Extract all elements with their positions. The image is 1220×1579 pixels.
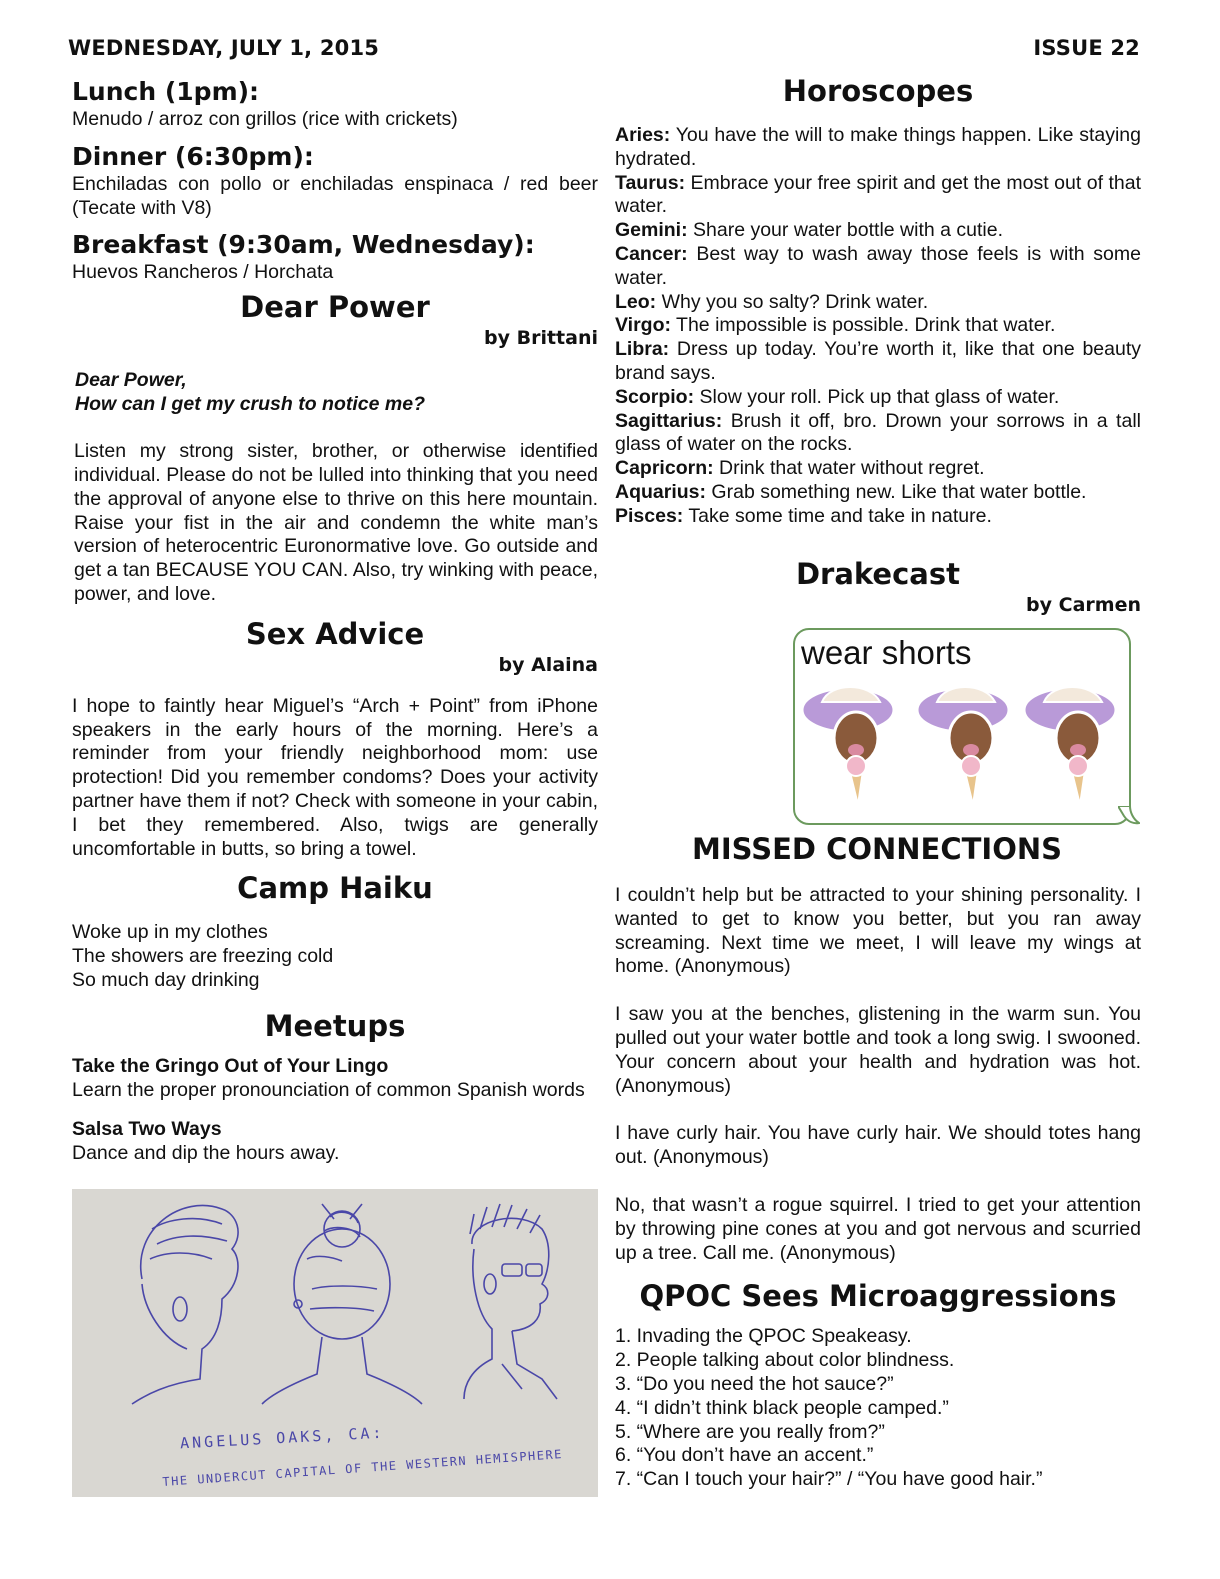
lunch-title: Lunch (1pm):	[72, 77, 260, 106]
horoscope-item	[615, 219, 1141, 243]
breakfast-title: Breakfast (9:30am, Wednesday):	[72, 230, 535, 260]
missed-connection-item: I have curly hair. You have curly hair. We should totes hang out. (Anonymous)	[615, 1122, 1141, 1169]
horoscope-item	[615, 386, 1141, 410]
meetup-desc: Learn the proper pronounciation of common Spanish words	[72, 1078, 585, 1101]
sex-advice-text: I hope to faintly hear Miguel’s “Arch + Point” from iPhone speakers in the early hours of the morning. Here’s a reminder from your friendly neighborhood mom: use protection! Did you remember condoms? Does your activity partner have them if not? Check with someone in your cabin, I bet they remembered. Also, twigs are generally uncomfortable in butts, so bring a towel.	[72, 694, 598, 860]
sex-advice-title: Sex Advice	[245, 616, 425, 651]
sign-label: Cancer:	[615, 242, 688, 265]
horoscope-item	[615, 291, 1141, 315]
sex-advice-section	[72, 615, 598, 862]
right-column-lower	[615, 830, 1141, 1492]
drakecast-title: Drakecast	[795, 556, 960, 591]
missed-connections-title: MISSED CONNECTIONS	[691, 832, 1063, 866]
breakfast-text: Huevos Rancheros / Horchata	[72, 261, 334, 284]
qpoc-item: 4. “I didn’t think black people camped.”	[615, 1396, 949, 1419]
meetup-name: Take the Gringo Out of Your Lingo	[72, 1054, 389, 1077]
qpoc-section	[615, 1277, 1141, 1492]
letter-question: How can I get my crush to notice me?	[75, 393, 425, 416]
horoscopes-section	[615, 72, 1141, 529]
drake-sunhat-icon	[915, 680, 1015, 815]
dinner-text: Enchiladas con pollo or enchiladas enspinaca / red beer (Tecate with V8)	[72, 172, 598, 219]
sign-text: You have the will to make things happen. Like staying hydrated.	[615, 124, 1141, 170]
sign-label: Virgo:	[615, 314, 671, 337]
haiku-line: The showers are freezing cold	[72, 945, 334, 968]
drakecast-section	[615, 555, 1141, 617]
sign-text: Share your water bottle with a cutie.	[687, 219, 1004, 242]
horoscope-item	[615, 457, 1141, 481]
dinner-title: Dinner (6:30pm):	[72, 141, 314, 171]
drake-sunhat-icon	[1022, 680, 1122, 815]
qpoc-item: 7. “Can I touch your hair?” / “You have good hair.”	[615, 1468, 1043, 1491]
sign-label: Gemini:	[615, 219, 688, 242]
horoscope-item	[615, 172, 1141, 220]
horoscope-item	[615, 410, 1141, 458]
dear-power-section	[72, 288, 598, 607]
sign-label: Leo:	[615, 290, 657, 313]
qpoc-item: 3. “Do you need the hot sauce?”	[615, 1372, 894, 1395]
horoscope-list	[615, 124, 1141, 529]
sign-label: Aries:	[615, 124, 671, 146]
sign-text: Why you so salty? Drink water.	[656, 290, 929, 313]
meetups-section	[72, 1007, 598, 1166]
dear-power-byline: by Brittani	[484, 327, 598, 350]
sign-label: Capricorn:	[615, 457, 714, 480]
qpoc-item: 5. “Where are you really from?”	[615, 1420, 885, 1443]
haiku-line: Woke up in my clothes	[72, 921, 268, 944]
sign-label: Libra:	[615, 338, 670, 361]
sign-text: Take some time and take in nature.	[683, 504, 992, 527]
horoscope-item	[615, 243, 1141, 291]
sex-advice-byline: by Alaina	[498, 653, 598, 676]
horoscope-item	[615, 338, 1141, 386]
sign-text: Embrace your free spirit and get the most out of that water.	[615, 171, 1141, 218]
sign-text: Drink that water without regret.	[713, 457, 985, 480]
missed-connection-item: No, that wasn’t a rogue squirrel. I tried to get your attention by throwing pine cones at you and got nervous and scurried up a tree. Call me. (Anonymous)	[615, 1193, 1141, 1264]
horoscopes-title: Horoscopes	[782, 74, 974, 108]
sign-text: Grab something new. Like that water bottle.	[706, 480, 1087, 503]
sign-text: Brush it off, bro. Drown your sorrows in a tall glass of water on the rocks.	[615, 409, 1141, 456]
haiku-line: So much day drinking	[72, 968, 260, 991]
missed-connections-section	[615, 830, 1141, 1265]
dear-power-title: Dear Power	[240, 290, 430, 325]
dear-power-answer: Listen my strong sister, brother, or otherwise identified individual. Please do not be lulled into thinking that you need the approval of anyone else to thrive on this here mountain. Raise your fist in the air and condemn the white man’s version of heterocentric Euronormative love. Go outside and get a tan BECAUSE YOU CAN. Also, try winking with peace, power, and love.	[74, 440, 598, 605]
meetups-title: Meetups	[264, 1008, 406, 1043]
sketch-caption-line2: THE UNDERCUT CAPITAL OF THE WESTERN HEMISPHERE	[162, 1447, 564, 1489]
sign-label: Aquarius:	[615, 480, 707, 503]
right-column	[615, 72, 1141, 617]
qpoc-item: 2. People talking about color blindness.	[615, 1349, 955, 1372]
horoscope-item	[615, 481, 1141, 505]
sign-text: Best way to wash away those feels is with some water.	[615, 242, 1141, 289]
qpoc-title: QPOC Sees Microaggressions	[639, 1279, 1117, 1314]
horoscope-item	[615, 505, 1141, 529]
bubble-text: wear shorts	[801, 634, 972, 671]
sign-label: Taurus:	[615, 171, 686, 194]
meetup-desc: Dance and dip the hours away.	[72, 1142, 340, 1165]
horoscope-item	[615, 314, 1141, 338]
meetup-name: Salsa Two Ways	[72, 1118, 222, 1141]
qpoc-item: 1. Invading the QPOC Speakeasy.	[615, 1325, 912, 1348]
drakecast-byline: by Carmen	[1026, 593, 1141, 616]
issue-number: ISSUE 22	[1033, 36, 1140, 60]
undercut-sketch-image	[72, 1189, 598, 1497]
lunch-text: Menudo / arroz con grillos (rice with crickets)	[72, 108, 458, 130]
issue-date: WEDNESDAY, JULY 1, 2015	[68, 36, 380, 60]
sign-label: Pisces:	[615, 504, 684, 527]
haiku-title: Camp Haiku	[237, 871, 433, 906]
missed-connection-item: I couldn’t help but be attracted to your shining personality. I wanted to get to know you better, but you ran away screaming. Next time we meet, I will leave my wings at home. (Anonymous)	[615, 884, 1141, 978]
sketch-caption-line1: ANGELUS OAKS, CA:	[179, 1423, 385, 1453]
sign-text: Slow your roll. Pick up that glass of water.	[694, 385, 1060, 408]
meals-section	[72, 76, 598, 285]
missed-connection-item: I saw you at the benches, glistening in the warm sun. You pulled out your water bottle and took a long swig. I swooned. Your concern about your health and hydration was hot. (Anonymous)	[615, 1003, 1141, 1097]
letter-salutation: Dear Power,	[75, 369, 187, 392]
drake-sunhat-icon	[800, 680, 900, 815]
sign-text: The impossible is possible. Drink that water.	[670, 314, 1056, 337]
sign-label: Scorpio:	[615, 385, 695, 408]
horoscope-item	[615, 124, 1141, 172]
qpoc-item: 6. “You don’t have an accent.”	[615, 1444, 874, 1467]
sign-text: Dress up today. You’re worth it, like that one beauty brand says.	[615, 338, 1141, 384]
haiku-section	[72, 869, 598, 992]
sign-label: Sagittarius:	[615, 409, 723, 432]
left-column	[72, 76, 598, 1166]
